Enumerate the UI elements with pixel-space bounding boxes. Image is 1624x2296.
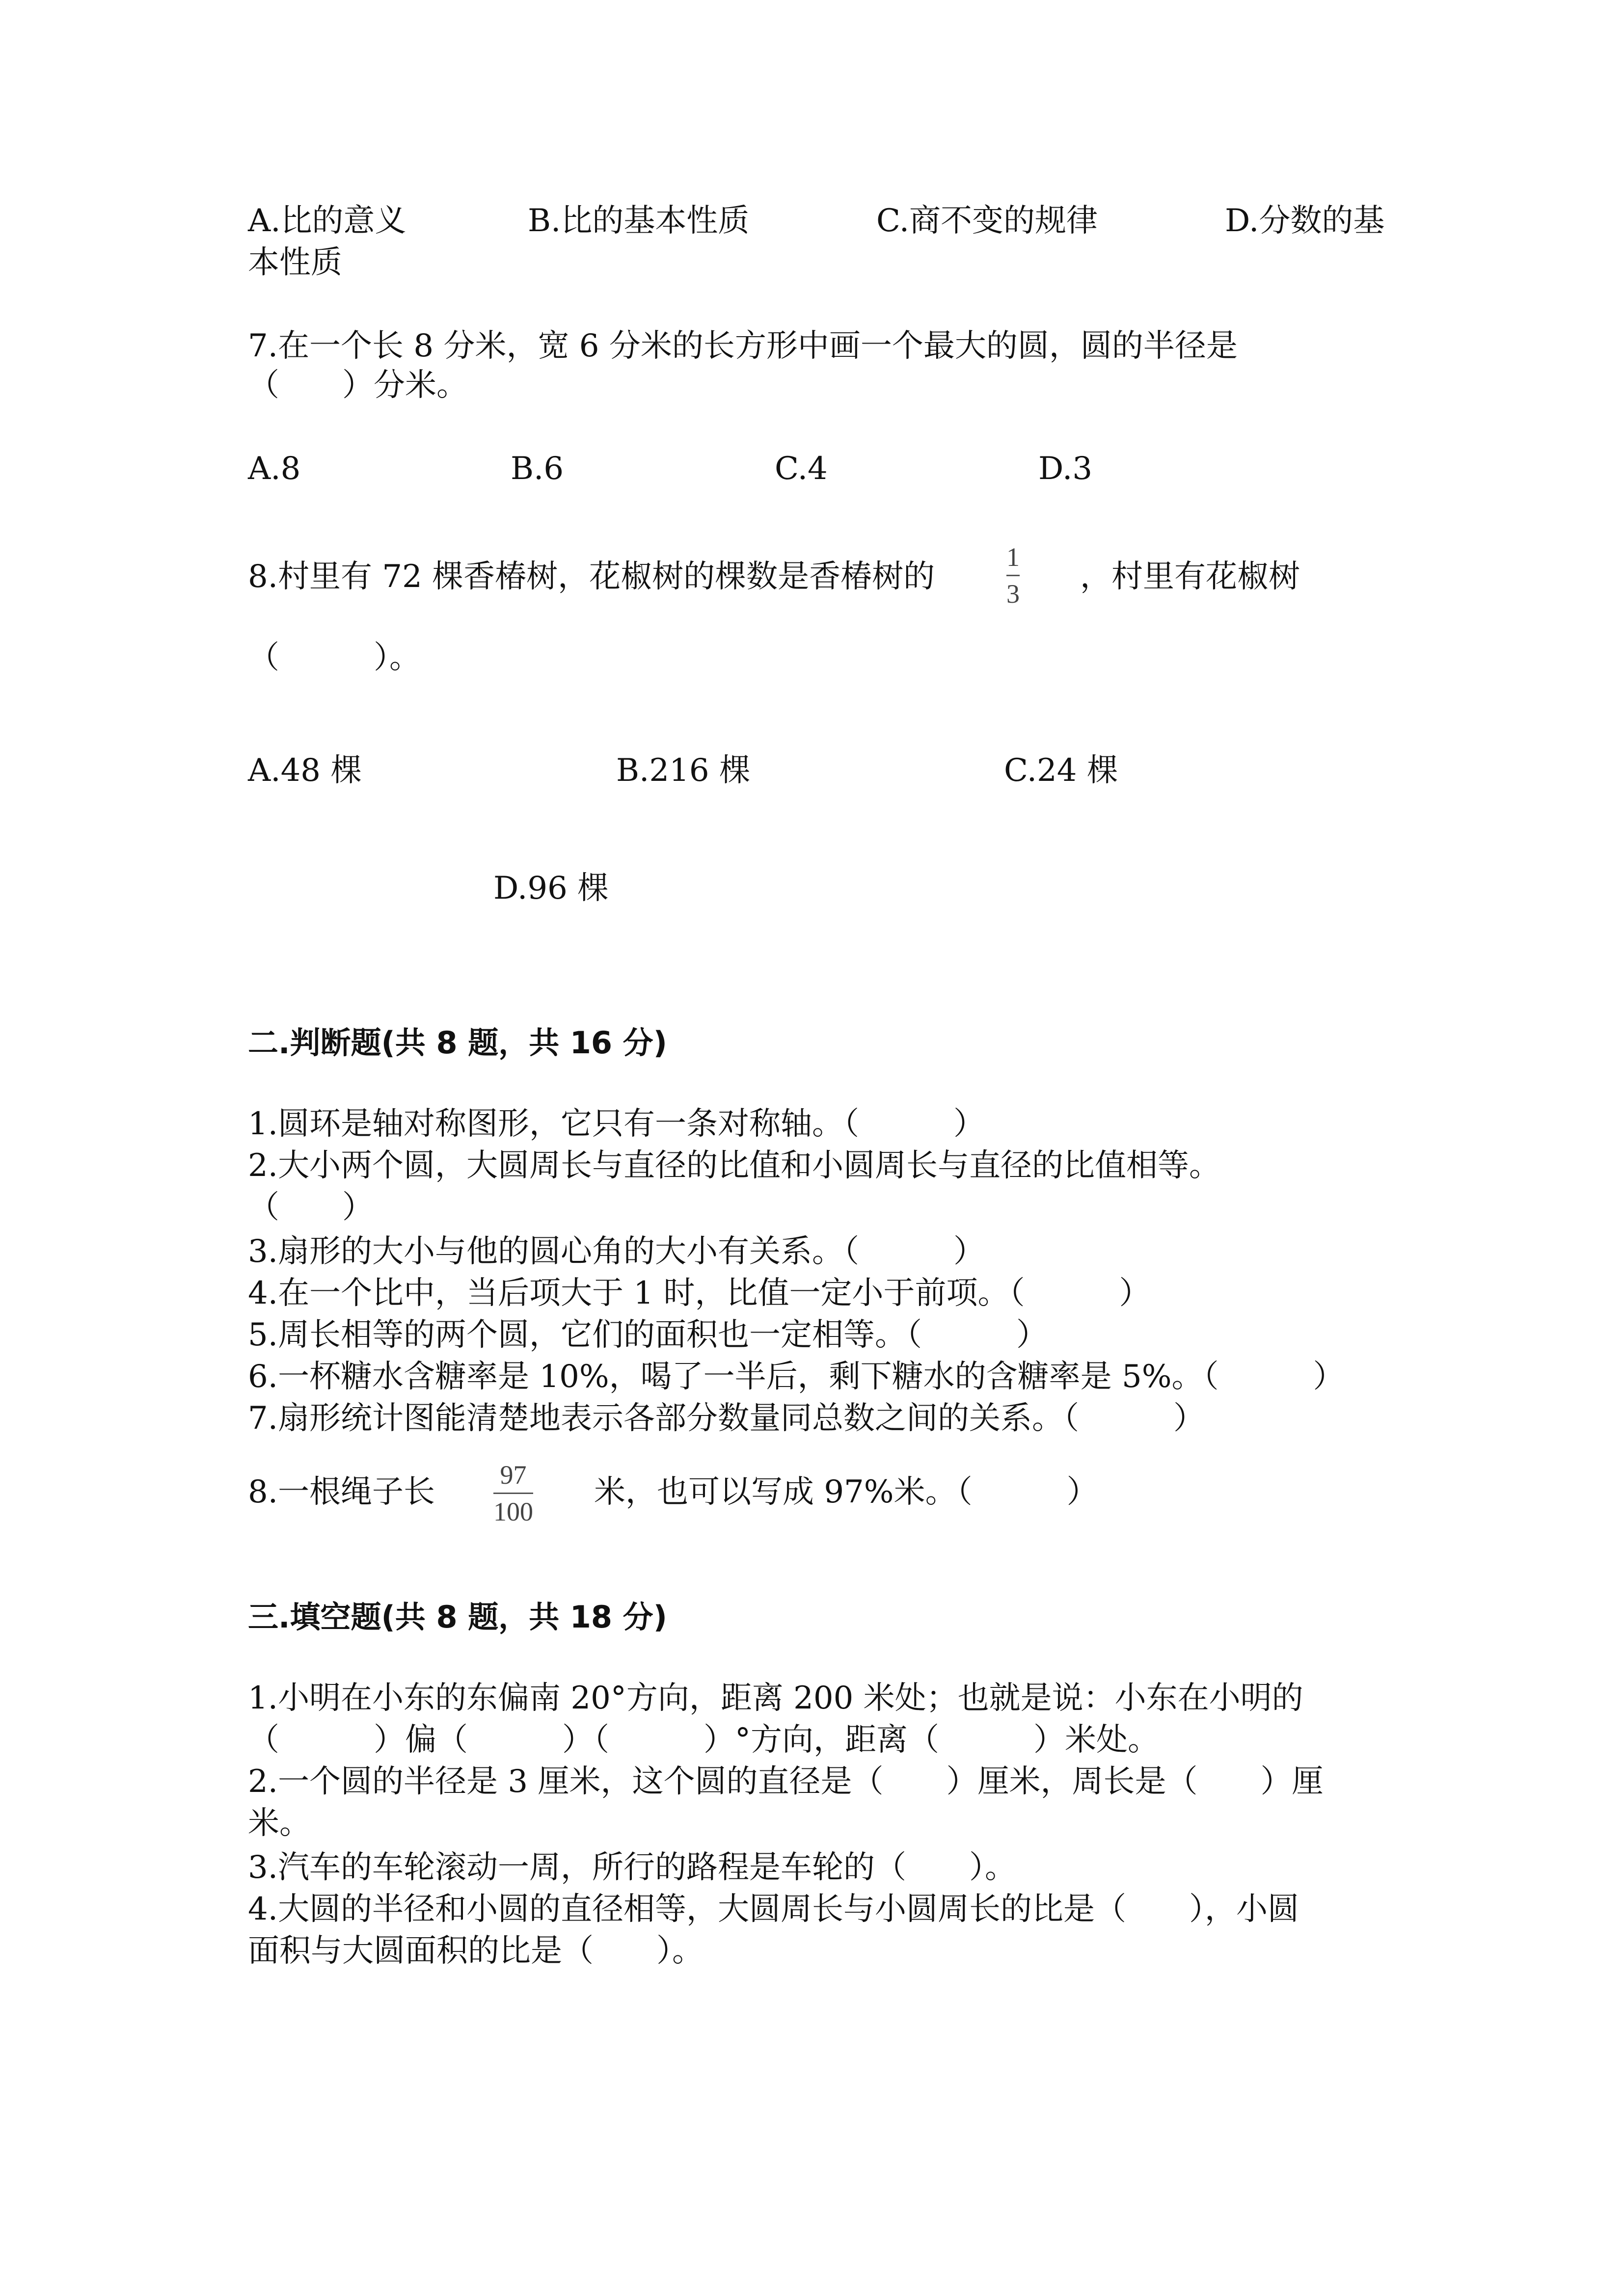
q7-option-a: A.8	[248, 451, 301, 487]
q7-option-c: C.4	[775, 451, 828, 487]
section3-line-1: 1.小明在小东的东偏南 20°方向，距离 200 米处；也就是说：小东在小明的	[248, 1680, 1303, 1716]
section2-item-8-fraction	[493, 1460, 533, 1526]
q8-option-b: B.216 棵	[616, 752, 751, 789]
q7-question-line1: 7.在一个长 8 分米，宽 6 分米的长方形中画一个最大的圆，圆的半径是	[248, 328, 1238, 364]
section2-item-2: 2.大小两个圆，大圆周长与直径的比值和小圆周长与直径的比值相等。	[248, 1148, 1221, 1184]
section2-item-1: 1.圆环是轴对称图形，它只有一条对称轴。（ ）	[248, 1106, 985, 1142]
section3-line-4: 米。	[248, 1805, 311, 1842]
q8-question-line1-end: ，村里有花椒树	[1080, 559, 1300, 595]
q6-option-b: B.比的基本性质	[528, 203, 750, 239]
section3-line-3: 2.一个圆的半径是 3 厘米，这个圆的直径是（ ）厘米，周长是（ ）厘	[248, 1763, 1324, 1800]
q6-option-c: C.商不变的规律	[876, 203, 1098, 239]
section2-item-7: 7.扇形统计图能清楚地表示各部分数量同总数之间的关系。（ ）	[248, 1400, 1205, 1437]
q8-fraction-bar	[1006, 575, 1020, 576]
section2-item-8-fraction-bar	[493, 1493, 533, 1494]
section2-heading: 二.判断题(共 8 题，共 16 分)	[248, 1025, 667, 1061]
q8-option-d: D.96 棵	[493, 870, 609, 907]
q6-option-d-wrap: 本性质	[248, 244, 342, 281]
q8-fraction	[1006, 542, 1020, 609]
q7-option-b: B.6	[511, 451, 564, 487]
section2-item-6: 6.一杯糖水含糖率是 10%，喝了一半后，剩下糖水的含糖率是 5%。（ ）	[248, 1359, 1345, 1395]
q8-fraction-denominator: 3	[1006, 579, 1020, 609]
section2-item-4: 4.在一个比中，当后项大于 1 时，比值一定小于前项。（ ）	[248, 1275, 1151, 1311]
q7-option-d: D.3	[1038, 451, 1093, 487]
q7-question-line2: （ ）分米。	[248, 367, 468, 403]
section3-line-2: （ ）偏（ ）（ ）°方向，距离（ ）米处。	[248, 1722, 1159, 1758]
section3-line-5: 3.汽车的车轮滚动一周，所行的路程是车轮的（ ）。	[248, 1849, 1017, 1886]
q8-option-c: C.24 棵	[1004, 752, 1118, 789]
section2-item-8: 8.一根绳子长	[248, 1474, 435, 1510]
section2-item-8-denominator: 100	[493, 1497, 533, 1526]
section2-item-5: 5.周长相等的两个圆，它们的面积也一定相等。（ ）	[248, 1317, 1048, 1353]
section2-item-2-wrap: （ ）	[248, 1189, 374, 1226]
section2-item-8-end: 米，也可以写成 97%米。（ ）	[594, 1474, 1098, 1510]
section3-heading: 三.填空题(共 8 题，共 18 分)	[248, 1599, 667, 1635]
q6-option-d: D.分数的基	[1225, 203, 1385, 239]
q8-question-line2: （ ）。	[248, 640, 421, 676]
q8-question-line1: 8.村里有 72 棵香椿树，花椒树的棵数是香椿树的	[248, 559, 935, 595]
q6-option-a: A.比的意义	[248, 203, 406, 239]
q8-option-a: A.48 棵	[248, 752, 362, 789]
section2-item-8-numerator: 97	[500, 1460, 527, 1490]
section3-line-7: 面积与大圆面积的比是（ ）。	[248, 1933, 704, 1969]
q8-fraction-numerator: 1	[1006, 542, 1020, 572]
section2-item-3: 3.扇形的大小与他的圆心角的大小有关系。（ ）	[248, 1233, 985, 1270]
section3-line-6: 4.大圆的半径和小圆的直径相等，大圆周长与小圆周长的比是（ ），小圆	[248, 1891, 1299, 1927]
